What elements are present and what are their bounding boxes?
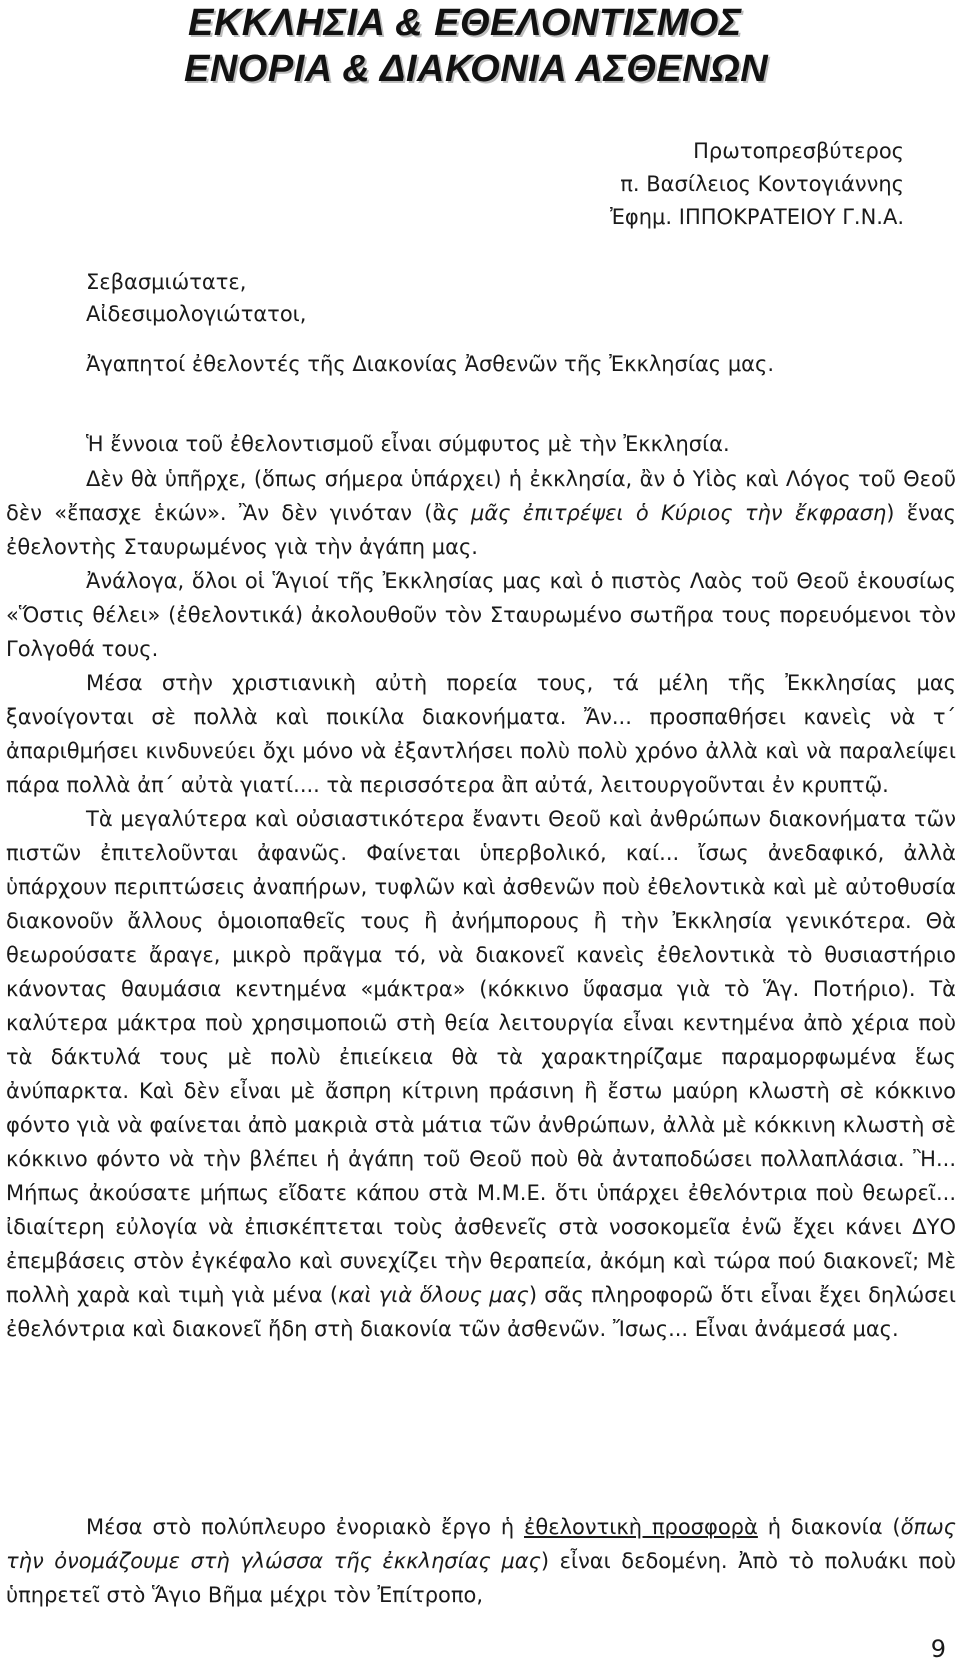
paragraph-5 [6,1510,956,1612]
paragraph-5-underlined: ἐθελοντικὴ προσφορὰ [524,1515,758,1539]
author-rank: Πρωτοπρεσβύτερος [693,139,904,163]
title-line-1: ΕΚΚΛΗΣΙΑ & ΕΘΕΛΟΝΤΙΣΜΟΣ [188,2,742,44]
paragraph-3: Μέσα στὴν χριστιανικὴ αὐτὴ πορεία τους, τά μέλη τῆς Ἐκκλησίας μας ξανοίγονται σὲ πολλὰ καὶ ποικίλα διακονήματα. Ἄν... προσπαθήσει κανεὶς νὰ τ΄ ἀπαριθμήσει κινδυνεύει ὄχι μόνο νὰ ἐξαντλήσει πολὺ πολὺ χρόνο ἀλλὰ καὶ νὰ παραλείψει πάρα πολλὰ ἀπ΄ αὐτὰ γιατί.... τὰ περισσότερα ἂπ αὐτά, λειτουργοῦνται ἐν κρυπτῷ. [6,671,956,797]
author-post: Ἐφημ. ΙΠΠΟΚΡΑΤΕΙΟΥ Γ.Ν.Α. [609,205,904,229]
paragraph-4-text: Τὰ μεγαλύτερα καὶ οὐσιαστικότερα ἔναντι Θεοῦ καὶ ἀνθρώπων διακονήματα τῶν πιστῶν ἐπιτελοῦνται ἀφανῶς. Φαίνεται ὑπερβολικό, καί... ἴσως ἀνεδαφικό, ἀλλὰ ὑπάρχουν περιπτώσεις ἀναπήρων, τυφλῶν καὶ ἀσθενῶν ποὺ ἐθελοντικὰ καὶ μὲ αὐτοθυσία διακονοῦν ἄλλους ὁμοιοπαθεῖς τους ἢ ἀνήμπορους ἢ τὴν Ἐκκλησία γενικότερα. Θὰ θεωρούσατε ἄραγε, μικρὸ πρᾶγμα τό, νὰ διακονεῖ κανεὶς ἐθελοντικὰ τὸ θυσιαστήριο κάνοντας θαυμάσια κεντημένα «μάκτρα» (κόκκινο ὕφασμα γιὰ τὸ Ἅγ. Ποτήριο). Τὰ καλύτερα μάκτρα ποὺ χρησιμοποιῶ στὴ θεία λειτουργία εἶναι κεντημένα ἀπὸ χέρια ποὺ τὰ δάκτυλά τους μὲ πολὺ ἐπιείκεια θὰ τὰ χαρακτηρίζαμε παραμορφωμένα ἕως ἀνύπαρκτα. Καὶ δὲν εἶναι μὲ ἄσπρη κίτρινη πράσινη ἢ ἔστω μαύρη κλωστὴ σὲ κόκκινο φόντο γιὰ νὰ φαίνεται ἀπὸ μακριὰ στὰ μάτια τῶν ἀνθρώπων, ἀλλὰ μὲ κόκκινη κλωστὴ σὲ κόκκινο φόντο νὰ τὴν βλέπει ἡ ἀγάπη τοῦ Θεοῦ ποὺ θὰ ἀνταποδώσει πολλαπλάσια. Ἢ... Μήπως ἀκούσατε μήπως εἴδατε κάπου στὰ Μ.Μ.Ε. ὅτι ὑπάρχει ἐθελόντρια ποὺ θεωρεῖ... ἰδιαίτερη εὐλογία νὰ ἐπισκέπτεται τοὺς ἀσθενεῖς στὰ νοσοκομεῖα ἐνῶ ἔχει κάνει ΔΥΟ ἐπεμβάσεις στὸν ἐγκέφαλο καὶ συνεχίζει τὴν θεραπεία, ἀκόμη καὶ τώρα πού διακονεῖ; Μὲ πολλὴ χαρὰ καὶ τιμὴ γιὰ μένα ( [6,807,956,1307]
greeting [86,266,306,330]
paragraph-2: Ἀνάλογα, ὅλοι οἱ Ἅγιοί τῆς Ἐκκλησίας μας καὶ ὁ πιστὸς Λαὸς τοῦ Θεοῦ ἑκουσίως «Ὅστις θέλει» (ἐθελοντικά) ἀκολουθοῦν τὸν Σταυρωμένο σωτῆρα τους πορευόμενοι τὸν Γολγοθά τους. [6,569,956,661]
paragraph-4-end: ) σᾶς πληροφορῶ ὅτι εἶναι ἔχει δηλώσει ἐθελόντρια καὶ διακονεῖ ἤδη στὴ διακονία τῶν ἀσθενῶν. Ἴσως... Εἶναι ἀνάμεσά μας. [6,1283,957,1341]
page-number: 9 [930,1635,946,1663]
paragraph-5-block [6,1510,956,1612]
paragraph-5-end: ) εἶναι δεδομένη. Ἀπὸ τὸ πολυάκι ποὺ ὑπηρετεῖ στὸ Ἅγιο Βῆμα μέχρι τὸν Ἐπίτροπο, [6,1549,956,1607]
paragraph-1-intro: Ἡ ἔννοια τοῦ ἐθελοντισμοῦ εἶναι σύμφυτος μὲ τὴν Ἐκκλησία. [86,432,730,456]
paragraph-5-italic: ὅπως τὴν ὀνομάζουμε στὴ γλώσσα τῆς ἐκκλησίας μας [6,1515,957,1573]
paragraph-4-italic: καὶ γιὰ ὅλους μας [338,1283,529,1307]
body-text [6,462,956,1346]
author-name: π. Βασίλειος Κοντογιάννης [620,172,904,196]
author-block [610,135,904,234]
paragraph-1-end: ) ἕνας ἐθελοντὴς Σταυρωμένος γιὰ τὴν ἀγάπη μας. [6,501,956,559]
paragraph-4 [6,802,956,1346]
paragraph-1 [6,462,956,564]
paragraph-5-mid: ἡ διακονία ( [757,1515,901,1539]
address-line: Ἀγαπητοί ἐθελοντές τῆς Διακονίας Ἀσθενῶν τῆς Ἐκκλησίας μας. [86,352,775,376]
paragraph-1-italic: ς μᾶς ἐπιτρέψει ὁ Κύριος τὴν ἔκφραση [446,501,887,525]
title-line-2: ΕΝΟΡΙΑ & ΔΙΑΚΟΝΙΑ ΑΣΘΕΝΩΝ [184,48,769,90]
greeting-line-1: Σεβασμιώτατε, [86,270,247,294]
paragraph-1-text: Δὲν θὰ ὑπῆρχε, (ὅπως σήμερα ὑπάρχει) ἡ ἐκκλησία, ἂν ὁ Υἱὸς καὶ Λόγος τοῦ Θεοῦ δὲν «ἔπασχε ἑκών». Ἂν δὲν γινόταν (ἂ [6,467,956,525]
greeting-line-2: Αἰδεσιμολογιώτατοι, [86,302,307,326]
paragraph-5-text: Μέσα στὸ πολύπλευρο ἐνοριακὸ ἔργο ἡ [86,1515,525,1539]
